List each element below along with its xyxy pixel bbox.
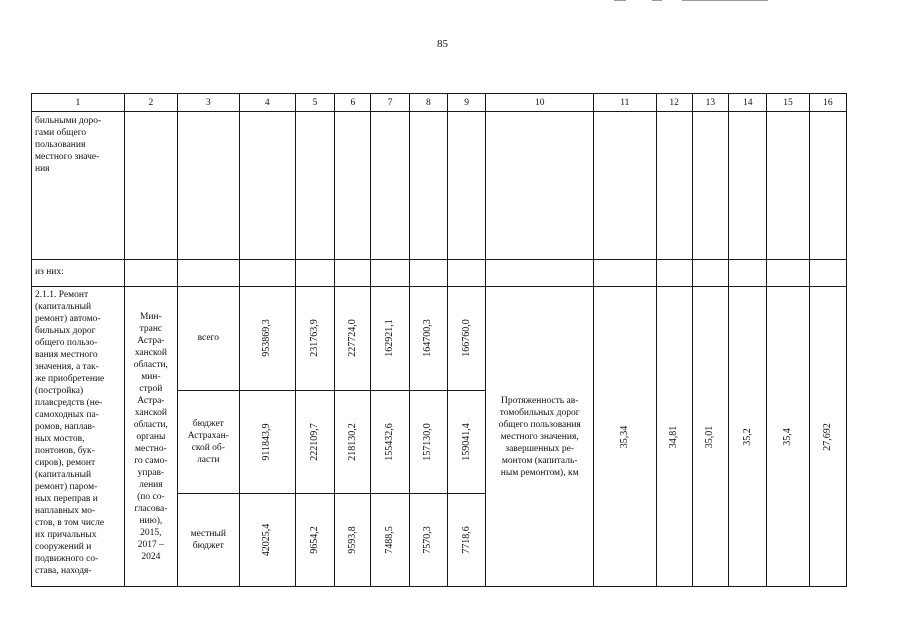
header-cell: 1 xyxy=(32,94,125,112)
header-cell: 2 xyxy=(124,94,177,112)
indicator-value: 35,2 xyxy=(741,427,753,446)
header-cell: 12 xyxy=(656,94,692,112)
empty-cell xyxy=(371,112,409,259)
header-cell: 4 xyxy=(239,94,295,112)
indicator-value: 35,01 xyxy=(704,425,716,448)
header-cell: 5 xyxy=(295,94,334,112)
funding-value: 42025,4 xyxy=(261,523,273,557)
empty-cell xyxy=(656,112,692,259)
indicator-value: 35,4 xyxy=(781,427,793,446)
header-cell: 9 xyxy=(448,94,486,112)
header-cell: 16 xyxy=(809,94,846,112)
indicator-value-cell xyxy=(767,287,809,587)
funding-value-cell xyxy=(371,494,409,587)
header-cell: 7 xyxy=(371,94,409,112)
funding-value: 7488,5 xyxy=(384,526,396,554)
empty-cell xyxy=(295,112,334,259)
empty-cell xyxy=(409,112,447,259)
empty-cell xyxy=(295,259,334,287)
measure-name: 2.1.1. Ремонт (капитальный ремонт) автомо- бильных дорог общего пользо- вания местного значения, а так- же приобретение (постройка) плавсредств (не- самоходных па- ромов, наплав- ных мостов, понтонов, бук- сиров), ремонт (капитальный ремонт) паром- ных переправ и наплавных мо- стов, в том числе их причальных сооружений и подвижного со- става, находя- xyxy=(32,287,125,587)
funding-source: бюджет Астрахан- ской об- ласти xyxy=(178,390,239,493)
indicator-value: 34,81 xyxy=(668,425,680,448)
empty-cell xyxy=(239,112,295,259)
empty-cell xyxy=(729,259,767,287)
indicator-value: 35,34 xyxy=(618,425,630,448)
indicator-value-cell xyxy=(729,287,767,587)
funding-value-cell xyxy=(335,287,371,390)
indicator-description: Протяженность ав- томобильных дорог общего пользования местного значения, завершенных ре- монтом (капиталь- ным ремонтом), км xyxy=(486,287,594,587)
header-row xyxy=(32,94,847,112)
funding-value: 159041,4 xyxy=(460,423,472,461)
indicator-value: 27,692 xyxy=(821,422,833,451)
funding-value-cell xyxy=(295,494,334,587)
funding-value: 162921,1 xyxy=(384,319,396,358)
empty-cell xyxy=(371,259,409,287)
funding-value-cell xyxy=(295,390,334,493)
empty-cell xyxy=(124,259,177,287)
empty-cell xyxy=(767,112,809,259)
empty-cell xyxy=(656,259,692,287)
funding-source: всего xyxy=(178,287,239,390)
funding-value: 157130,0 xyxy=(422,423,434,461)
funding-value-cell xyxy=(239,287,295,390)
empty-cell xyxy=(692,112,728,259)
empty-cell xyxy=(448,259,486,287)
funding-value-cell xyxy=(409,494,447,587)
empty-cell xyxy=(335,112,371,259)
empty-cell xyxy=(594,259,656,287)
funding-value-cell xyxy=(335,390,371,493)
funding-value-cell xyxy=(448,287,486,390)
header-cell: 14 xyxy=(729,94,767,112)
funding-value: 7570,3 xyxy=(422,526,434,554)
funding-value-cell xyxy=(448,494,486,587)
funding-value: 222109,7 xyxy=(309,423,321,461)
empty-cell xyxy=(767,259,809,287)
indicator-value-cell xyxy=(809,287,846,587)
empty-cell xyxy=(239,259,295,287)
page-number: 85 xyxy=(437,38,448,50)
of-which-label: из них: xyxy=(32,259,125,287)
funding-value-cell xyxy=(448,390,486,493)
funding-value: 953869,3 xyxy=(261,319,273,358)
header-cell: 10 xyxy=(486,94,594,112)
funding-value: 7718,6 xyxy=(460,526,472,554)
funding-value-cell xyxy=(409,287,447,390)
funding-value: 227724,0 xyxy=(346,319,358,358)
empty-cell xyxy=(486,112,594,259)
empty-cell xyxy=(809,112,846,259)
funding-value: 911843,9 xyxy=(261,423,273,461)
table-row-total xyxy=(32,287,847,390)
header-cell: 11 xyxy=(594,94,656,112)
funding-value-cell xyxy=(239,494,295,587)
header-cell: 8 xyxy=(409,94,447,112)
funding-value-cell xyxy=(371,390,409,493)
empty-cell xyxy=(448,112,486,259)
funding-value: 9593,8 xyxy=(346,526,358,554)
empty-cell xyxy=(178,112,239,259)
measure-name-continued: бильными доро- гами общего пользования местного значе- ния xyxy=(32,112,125,259)
empty-cell xyxy=(729,112,767,259)
empty-cell xyxy=(486,259,594,287)
program-measures-table xyxy=(31,93,847,587)
top-edge-marks xyxy=(600,0,780,2)
indicator-value-cell xyxy=(656,287,692,587)
funding-value-cell xyxy=(335,494,371,587)
executor-cell: Мин- транс Астра- ханской области, мин- строй Астра- ханской области, органы местно- го само- управ- ления (по со- гласова- нию), 2015, 2017 – 2024 xyxy=(124,287,177,587)
header-cell: 3 xyxy=(178,94,239,112)
empty-cell xyxy=(809,259,846,287)
funding-source: местный бюджет xyxy=(178,494,239,587)
empty-cell xyxy=(594,112,656,259)
empty-cell xyxy=(409,259,447,287)
funding-value: 164700,3 xyxy=(422,319,434,358)
funding-value-cell xyxy=(239,390,295,493)
empty-cell xyxy=(335,259,371,287)
funding-value-cell xyxy=(371,287,409,390)
indicator-value-cell xyxy=(594,287,656,587)
empty-cell xyxy=(692,259,728,287)
funding-value: 9654,2 xyxy=(309,526,321,554)
empty-cell xyxy=(178,259,239,287)
funding-value-cell xyxy=(295,287,334,390)
header-cell: 15 xyxy=(767,94,809,112)
funding-value: 166760,0 xyxy=(460,319,472,358)
funding-value: 231763,9 xyxy=(309,319,321,358)
header-cell: 6 xyxy=(335,94,371,112)
table-row-continued xyxy=(32,112,847,259)
empty-cell xyxy=(124,112,177,259)
funding-value: 218130,2 xyxy=(346,423,358,461)
header-cell: 13 xyxy=(692,94,728,112)
funding-value: 155432,6 xyxy=(384,423,396,461)
funding-value-cell xyxy=(409,390,447,493)
indicator-value-cell xyxy=(692,287,728,587)
table-row-of-which xyxy=(32,259,847,287)
